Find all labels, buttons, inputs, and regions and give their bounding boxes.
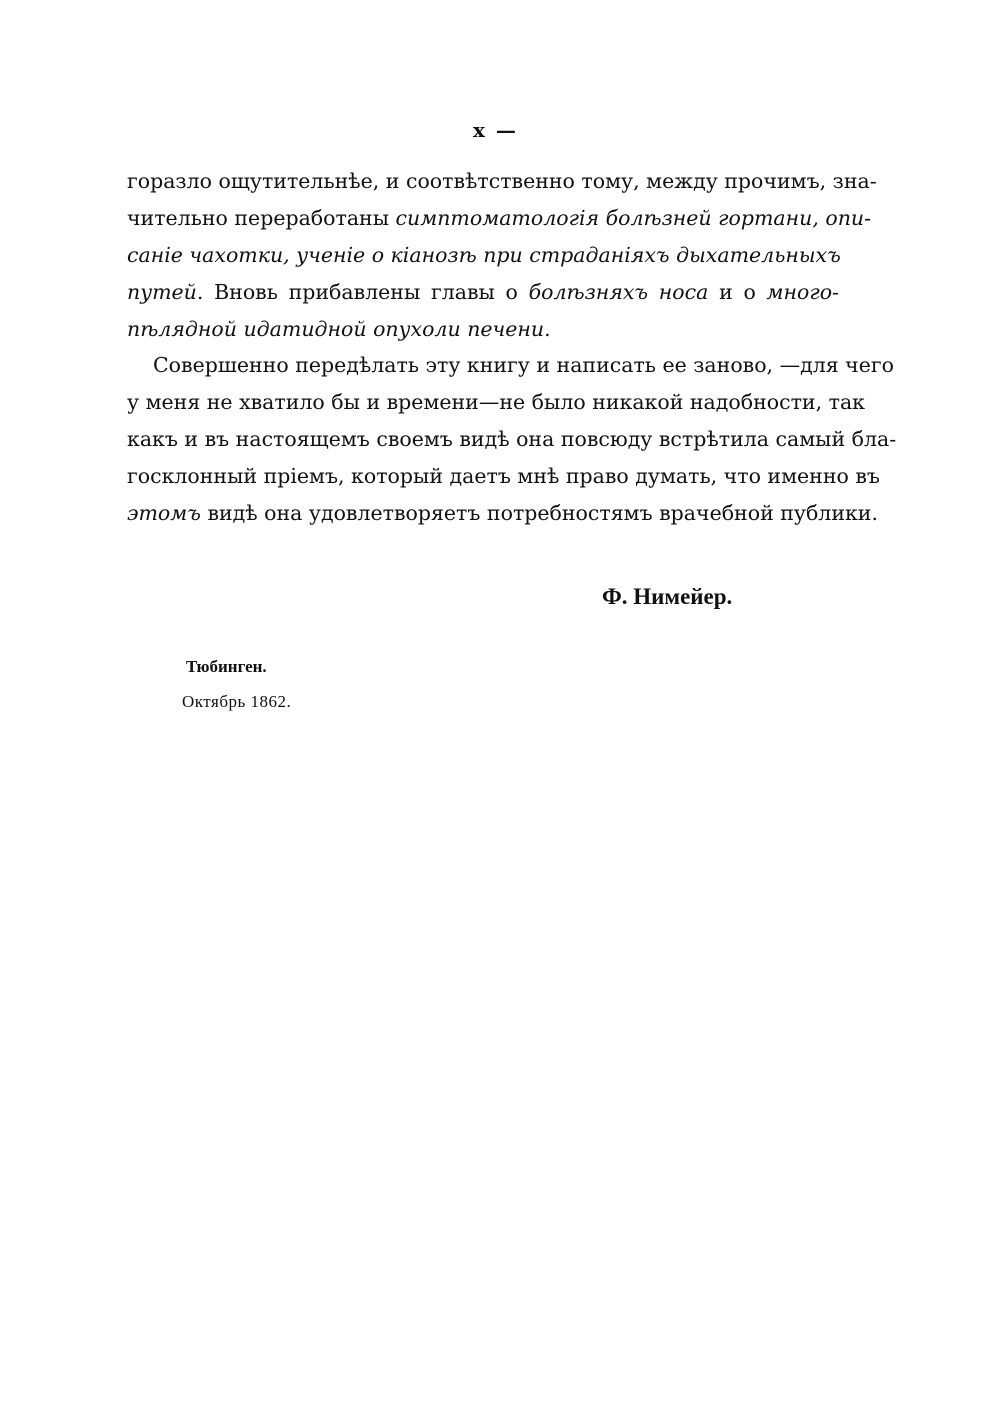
text-line: саніе чахотки, ученіе о кіанозѣ при страданіяхъ дыхательныхъ [127, 243, 841, 267]
text-run: чительно переработаны [127, 206, 396, 230]
text-line: пѣлядной идатидной опухоли печени. [127, 317, 551, 341]
text-line [127, 200, 872, 237]
page-number: x — [473, 118, 518, 142]
italic-run: много- [766, 280, 839, 304]
text-line: какъ и въ настоящемъ своемъ видѣ она повсюду встрѣтила самый бла- [127, 427, 897, 451]
italic-run: болѣзняхъ носа [528, 280, 709, 304]
text-run: видѣ она удовлетворяетъ потребностямъ врачебной публики. [200, 501, 878, 525]
date-line: Октябрь 1862. [182, 692, 292, 711]
text-line: горазло ощутительнѣе, и соотвѣтственно тому, между прочимъ, зна- [127, 169, 877, 193]
paragraph-1 [127, 163, 877, 348]
text-line: госклонный пріемъ, который даетъ мнѣ право думать, что именно въ [127, 464, 880, 488]
text-line [127, 495, 878, 532]
italic-run: симптоматологія болѣзней гортани, опи- [395, 206, 872, 230]
italic-run: этомъ [127, 501, 201, 525]
text-line: у меня не хватило бы и времени—не было никакой надобности, так [127, 390, 865, 414]
text-line: Совершенно передѣлать эту книгу и написать ее заново, —для чего [153, 353, 894, 377]
author-signature: Ф. Нимейер. [602, 584, 733, 609]
italic-run: путей [127, 280, 197, 304]
text-run: и о [708, 280, 767, 304]
text-run: . Вновь прибавлены главы о [196, 280, 529, 304]
text-line [127, 274, 839, 311]
paragraph-2 [127, 347, 897, 532]
place-line: Тюбинген. [186, 657, 267, 676]
